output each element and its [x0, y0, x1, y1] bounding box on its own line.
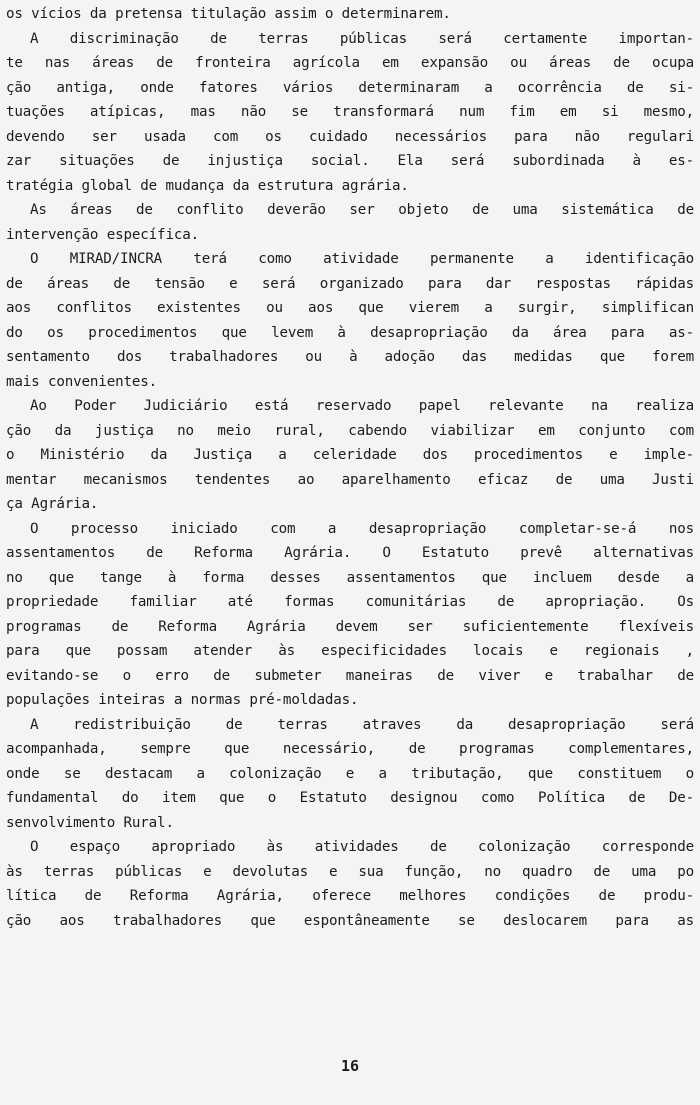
text-line: ção da justiça no meio rural, cabendo viabilizar em conjunto com	[6, 422, 694, 439]
text-line: às terras públicas e devolutas e sua função, no quadro de uma po	[6, 863, 694, 880]
text-line: sentamento dos trabalhadores ou à adoção das medidas que forem	[6, 349, 694, 365]
text-line: o Ministério da Justiça a celeridade dos procedimentos e imple-	[6, 447, 694, 463]
text-line: te nas áreas de fronteira agrícola em expansão ou áreas de ocupa	[6, 55, 694, 71]
text-line: para que possam atender às especificidades locais e regionais ,	[6, 643, 694, 659]
text-line: os vícios da pretensa titulação assim o determinarem.	[6, 6, 451, 22]
text-line: zar situações de injustiça social. Ela será subordinada à es-	[6, 153, 694, 169]
text-line: A discriminação de terras públicas será certamente importan-	[30, 30, 694, 47]
text-line: senvolvimento Rural.	[6, 814, 174, 831]
text-line: de áreas de tensão e será organizado para dar respostas rápidas	[6, 275, 694, 292]
page-number: 16	[340, 1057, 360, 1075]
text-line: assentamentos de Reforma Agrária. O Estatuto prevê alternativas	[6, 545, 694, 561]
text-line: As áreas de conflito deverão ser objeto de uma sistemática de	[30, 202, 694, 218]
text-line: ça Agrária.	[6, 496, 99, 512]
text-line: lítica de Reforma Agrária, oferece melhores condições de produ-	[6, 888, 694, 904]
text-line: Ao Poder Judiciário está reservado papel relevante na realiza	[30, 398, 694, 414]
text-line: devendo ser usada com os cuidado necessários para não regulari	[6, 128, 694, 145]
text-line: onde se destacam a colonização e a tributação, que constituem o	[6, 765, 694, 782]
text-line: evitando-se o erro de submeter maneiras de viver e trabalhar de	[6, 667, 694, 684]
text-line: propriedade familiar até formas comunitárias de apropriação. Os	[6, 594, 694, 610]
text-line: aos conflitos existentes ou aos que vierem a surgir, simplifican	[6, 300, 694, 316]
text-line: tratégia global de mudança da estrutura agrária.	[6, 177, 409, 194]
text-line: O espaço apropriado às atividades de colonização corresponde	[30, 839, 694, 855]
text-line: populações inteiras a normas pré-moldadas.	[6, 692, 359, 708]
text-line: programas de Reforma Agrária devem ser suficientemente flexíveis	[6, 618, 694, 635]
text-line: do os procedimentos que levem à desapropriação da área para as-	[6, 324, 694, 341]
text-line: O MIRAD/INCRA terá como atividade permanente a identificação	[30, 251, 694, 267]
text-line: no que tange à forma desses assentamentos que incluem desde a	[6, 569, 694, 586]
text-line: tuações atípicas, mas não se transformará num fim em si mesmo,	[6, 104, 694, 120]
text-line: A redistribuição de terras atraves da desapropriação será	[30, 716, 694, 733]
text-line: acompanhada, sempre que necessário, de programas complementares,	[6, 741, 694, 757]
text-line: intervenção específica.	[6, 226, 200, 243]
text-line: O processo iniciado com a desapropriação completar-se-á nos	[30, 520, 694, 537]
text-line: mentar mecanismos tendentes ao aparelhamento eficaz de uma Justi	[6, 471, 694, 488]
body-text	[6, 2, 694, 933]
text-line: mais convenientes.	[6, 373, 158, 390]
text-line: ção aos trabalhadores que espontâneamente se deslocarem para as	[6, 912, 694, 929]
text-line: fundamental do item que o Estatuto designou como Política de De-	[6, 790, 694, 806]
text-line: ção antiga, onde fatores vários determinaram a ocorrência de si-	[6, 79, 694, 96]
